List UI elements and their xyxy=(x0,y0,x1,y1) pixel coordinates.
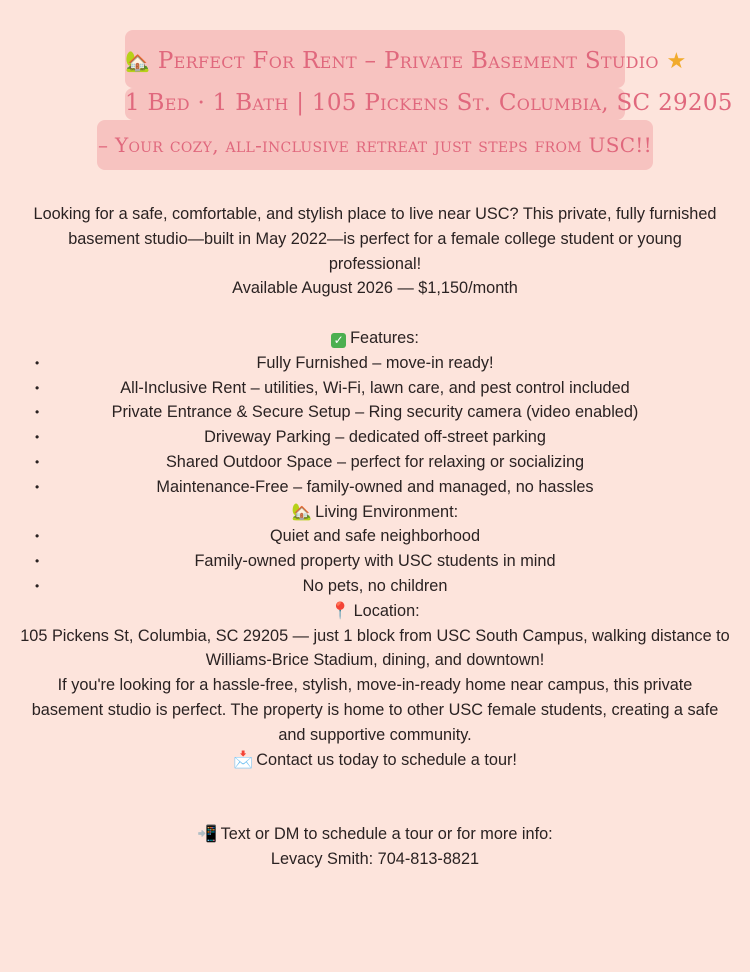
house-with-garden-icon: 🏡 xyxy=(291,502,313,521)
title-line-3 xyxy=(97,120,653,170)
features-heading: ✓ Features: xyxy=(20,326,730,351)
check-mark-icon: ✓ xyxy=(331,333,346,348)
list-item: • Family-owned property with USC students in mind xyxy=(20,549,730,574)
list-item: • No pets, no children xyxy=(20,574,730,599)
summary-paragraph: If you're looking for a hassle-free, stylish, move-in-ready home near campus, this private basement studio is perfect. The property is home to other USC female students, creating a safe and supportive community. xyxy=(31,676,719,744)
features-list xyxy=(20,351,730,500)
title-line-2 xyxy=(125,88,733,120)
location-paragraph: 105 Pickens St, Columbia, SC 29205 — just 1 block from USC South Campus, walking distance to Williams-Brice Stadium, dining, and downtown! xyxy=(20,626,730,670)
living-heading: 🏡 Living Environment: xyxy=(291,502,459,521)
star-icon: ★ xyxy=(666,49,687,74)
list-item: • Driveway Parking – dedicated off-street parking xyxy=(20,425,730,450)
contact-line-2: Levacy Smith: 704-813-8821 xyxy=(270,849,480,868)
envelope-with-arrow-icon: 📩 xyxy=(233,750,254,769)
list-item: • All-Inclusive Rent – utilities, Wi-Fi, lawn care, and pest control included xyxy=(20,376,730,401)
location-heading: 📍 Location: xyxy=(330,601,420,620)
round-pushpin-icon: 📍 xyxy=(330,601,351,620)
contact-line-1: 📲 Text or DM to schedule a tour or for more info: xyxy=(197,824,553,843)
list-item: • Fully Furnished – move-in ready! xyxy=(20,351,730,376)
living-list xyxy=(20,524,730,598)
list-item: • Private Entrance & Secure Setup – Ring security camera (video enabled) xyxy=(20,400,730,425)
title-line-1 xyxy=(125,30,687,88)
mobile-phone-with-arrow-icon: 📲 xyxy=(197,824,218,843)
list-item: • Maintenance-Free – family-owned and managed, no hassles xyxy=(20,475,730,500)
list-item: • Quiet and safe neighborhood xyxy=(20,524,730,549)
title-text: Perfect For Rent – Private Basement Studio xyxy=(157,48,659,74)
tagline-text: – Your cozy, all-inclusive retreat just steps from USC!! xyxy=(98,133,652,157)
listing-body xyxy=(20,202,730,872)
availability-line: Available August 2026 — $1,150/month xyxy=(232,279,518,298)
intro-paragraph: Looking for a safe, comfortable, and stylish place to live near USC? This private, fully furnished basement studio—built in May 2022—is perfect for a female college student or young professional! xyxy=(33,205,717,273)
list-item: • Shared Outdoor Space – perfect for relaxing or socializing xyxy=(20,450,730,475)
title-banner xyxy=(0,30,750,170)
house-with-garden-icon: 🏡 xyxy=(125,49,151,73)
subtitle-text: 1 Bed · 1 Bath | 105 Pickens St. Columbia, SC 29205 xyxy=(125,90,733,116)
cta-line: 📩 Contact us today to schedule a tour! xyxy=(233,750,517,769)
